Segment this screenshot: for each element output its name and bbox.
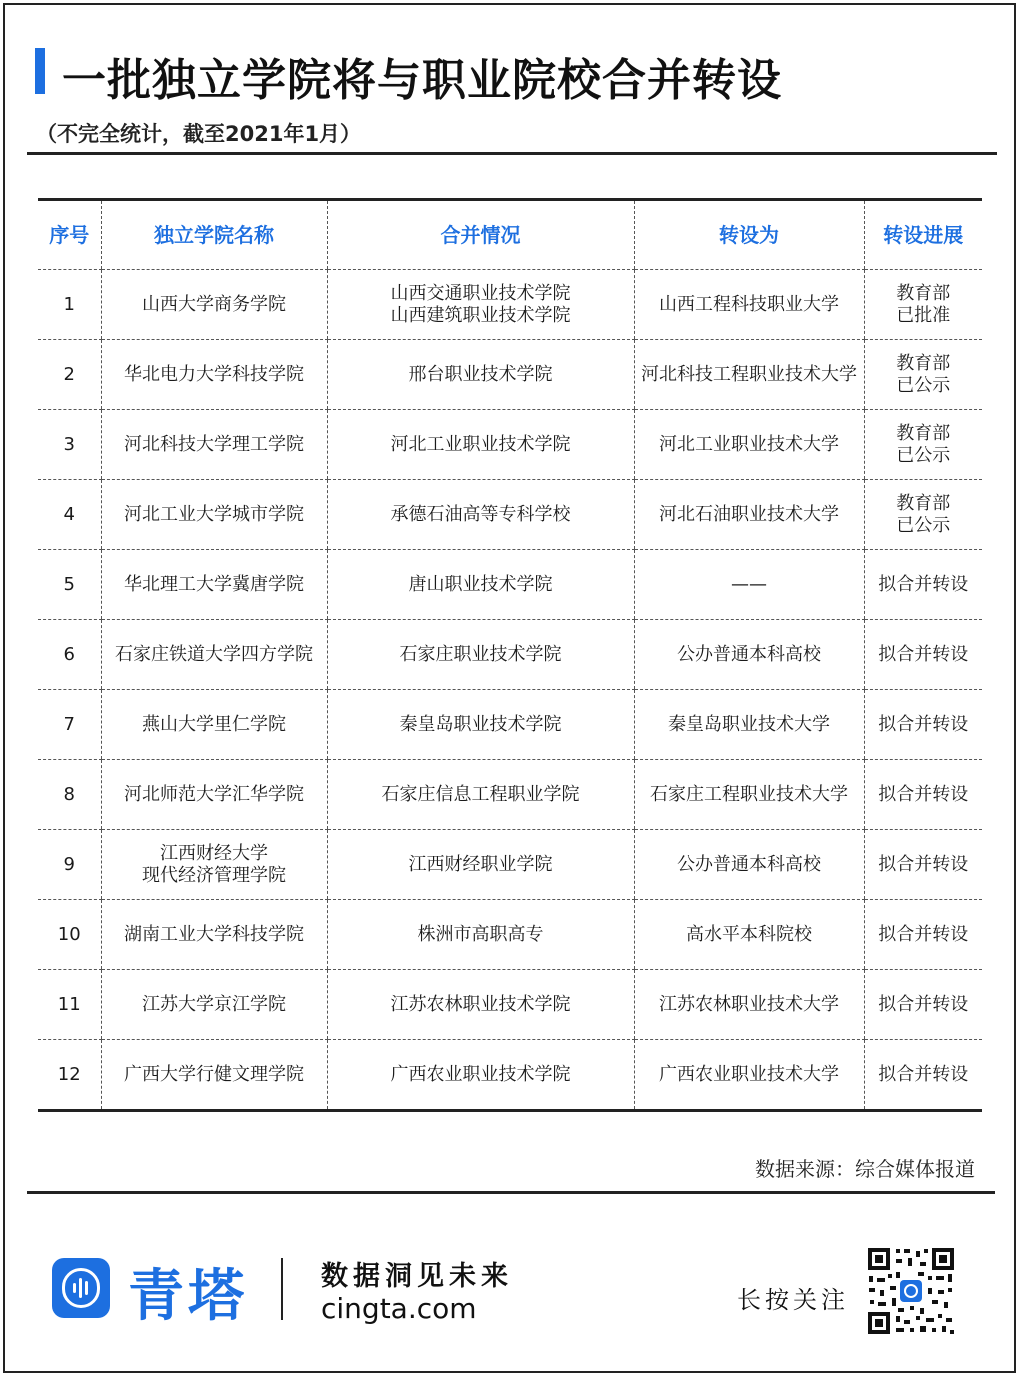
cell-college-name: 湖南工业大学科技学院 [101, 900, 327, 970]
cell-merger: 山西交通职业技术学院 山西建筑职业技术学院 [327, 270, 634, 340]
cell-transfer-to: 山西工程科技职业大学 [634, 270, 864, 340]
cell-progress: 拟合并转设 [864, 690, 982, 760]
cell-transfer-to: 公办普通本科高校 [634, 620, 864, 690]
cell-transfer-to: 河北科技工程职业技术大学 [634, 340, 864, 410]
cell-transfer-to: 高水平本科院校 [634, 900, 864, 970]
cell-index: 1 [38, 270, 101, 340]
table-row [38, 620, 982, 690]
cell-merger: 邢台职业技术学院 [327, 340, 634, 410]
cell-merger: 石家庄信息工程职业学院 [327, 760, 634, 830]
title-accent-bar [35, 48, 45, 94]
cell-college-name: 华北理工大学冀唐学院 [101, 550, 327, 620]
cell-progress: 教育部 已批准 [864, 270, 982, 340]
cell-progress: 拟合并转设 [864, 1040, 982, 1111]
header-college-name: 独立学院名称 [101, 200, 327, 270]
cell-transfer-to: 公办普通本科高校 [634, 830, 864, 900]
cell-index: 12 [57, 1063, 81, 1085]
table-row [38, 410, 982, 480]
cell-college-name: 江苏大学京江学院 [101, 970, 327, 1040]
cell-college-name: 河北师范大学汇华学院 [101, 760, 327, 830]
cell-college-name: 江西财经大学 现代经济管理学院 [101, 830, 327, 900]
header-transfer-to: 转设为 [634, 200, 864, 270]
cell-merger: 江西财经职业学院 [327, 830, 634, 900]
cell-merger: 承德石油高等专科学校 [327, 480, 634, 550]
logo-ring [62, 1268, 100, 1308]
cell-merger: 秦皇岛职业技术学院 [327, 690, 634, 760]
cell-index: 9 [38, 830, 101, 900]
cell-college-name: 山西大学商务学院 [101, 270, 327, 340]
table-row [38, 340, 982, 410]
table-header-row [38, 200, 982, 270]
cell-merger: 唐山职业技术学院 [327, 550, 634, 620]
cell-college-name: 河北工业大学城市学院 [101, 480, 327, 550]
cell-college-name: 华北电力大学科技学院 [101, 340, 327, 410]
cell-progress: 拟合并转设 [864, 620, 982, 690]
cell-merger: 江苏农林职业技术学院 [327, 970, 634, 1040]
cell-index: 4 [38, 480, 101, 550]
table-body [38, 270, 982, 1111]
cell-college-name: 燕山大学里仁学院 [101, 690, 327, 760]
table-row [38, 830, 982, 900]
cell-index: 7 [38, 690, 101, 760]
page-title: 一批独立学院将与职业院校合并转设 [62, 55, 782, 106]
cell-index: 3 [38, 410, 101, 480]
table-row [38, 480, 982, 550]
logo-wave-bar [79, 1278, 82, 1298]
cell-merger: 株洲市高职高专 [327, 900, 634, 970]
cell-progress: 教育部 已公示 [864, 340, 982, 410]
cell-college-name: 广西大学行健文理学院 [101, 1040, 327, 1111]
table-row [38, 900, 982, 970]
cell-index: 5 [38, 550, 101, 620]
cell-progress: 拟合并转设 [864, 970, 982, 1040]
cell-transfer-to: 河北工业职业技术大学 [634, 410, 864, 480]
cell-transfer-to: —— [634, 550, 864, 620]
bottom-divider [27, 1191, 995, 1194]
page-subtitle: （不完全统计，截至2021年1月） [36, 122, 362, 146]
table-row [38, 760, 982, 830]
cell-transfer-to: 河北石油职业技术大学 [634, 480, 864, 550]
cell-progress: 拟合并转设 [864, 900, 982, 970]
cingta-logo-icon [52, 1258, 110, 1318]
cell-transfer-to: 石家庄工程职业技术大学 [634, 760, 864, 830]
follow-prompt: 长按关注 [737, 1286, 849, 1314]
cell-college-name: 河北科技大学理工学院 [101, 410, 327, 480]
brand-site[interactable]: cingta.com [321, 1292, 477, 1325]
cell-merger: 河北工业职业技术学院 [327, 410, 634, 480]
cell-index: 2 [38, 340, 101, 410]
merger-table [38, 198, 982, 1112]
top-divider [27, 152, 997, 155]
cell-merger: 广西农业职业技术学院 [327, 1040, 634, 1111]
brand-slogan: 数据洞见未来 [321, 1261, 513, 1292]
header-progress: 转设进展 [864, 200, 982, 270]
brand-name: 青塔 [128, 1263, 248, 1329]
footer-divider [281, 1258, 283, 1320]
cell-transfer-to: 秦皇岛职业技术大学 [634, 690, 864, 760]
cell-merger: 石家庄职业技术学院 [327, 620, 634, 690]
cell-index: 11 [38, 970, 101, 1040]
qr-center-logo [900, 1280, 922, 1302]
cell-progress: 拟合并转设 [864, 550, 982, 620]
cell-progress: 拟合并转设 [864, 830, 982, 900]
header-merger: 合并情况 [327, 200, 634, 270]
cell-transfer-to: 江苏农林职业技术大学 [634, 970, 864, 1040]
cell-progress: 教育部 已公示 [864, 410, 982, 480]
table-row [38, 270, 982, 340]
cell-index: 10 [38, 900, 101, 970]
data-source: 数据来源：综合媒体报道 [755, 1157, 975, 1181]
cell-index: 8 [38, 760, 101, 830]
cell-college-name: 石家庄铁道大学四方学院 [101, 620, 327, 690]
table-row [38, 690, 982, 760]
cell-progress: 教育部 已公示 [864, 480, 982, 550]
table-row [38, 1040, 982, 1111]
header-index: 序号 [38, 200, 101, 270]
table-row [38, 550, 982, 620]
logo-wave-bar [73, 1283, 76, 1293]
logo-wave-bar [85, 1281, 88, 1295]
cell-index: 6 [38, 620, 101, 690]
table-row [38, 970, 982, 1040]
qr-code-icon[interactable] [866, 1246, 956, 1336]
cell-progress: 拟合并转设 [864, 760, 982, 830]
cell-transfer-to: 广西农业职业技术大学 [634, 1040, 864, 1111]
